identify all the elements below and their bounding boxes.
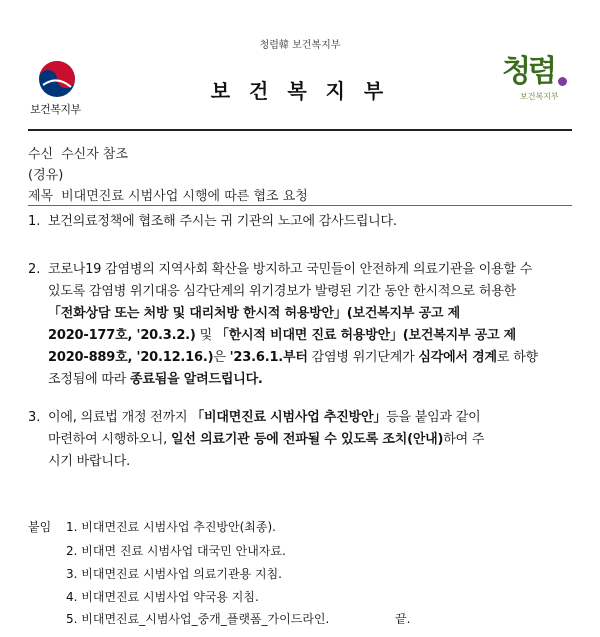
para3-line3: 시기 바랍니다. <box>48 454 131 469</box>
subject-divider <box>28 205 572 206</box>
attachment-item-4[interactable]: 4. 비대면진료 시범사업 약국용 지침. <box>66 590 259 604</box>
para2-line4: 2020-177호, '20.3.2.) 및 「한시적 비대면 진료 허용방안」(보건복지부 공고 제 <box>48 328 517 343</box>
dissemination-request: 일선 의료기관 등에 전파될 수 있도록 조치(안내) <box>171 432 444 447</box>
para1-number: 1. <box>28 214 41 229</box>
via-line: (경유) <box>28 168 64 183</box>
attachments-label: 붙임 <box>28 520 52 534</box>
para2-number: 2. <box>28 262 41 277</box>
para2-line3 <box>48 303 578 325</box>
notice-title-1: 「전화상담 또는 처방 및 대리처방 한시적 허용방안」(보건복지부 공고 제 <box>48 306 460 321</box>
attachment-item-1[interactable]: 1. 비대면진료 시범사업 추진방안(최종). <box>66 520 276 534</box>
para3-line1: 이에, 의료법 개정 전까지 「비대면진료 시범사업 추진방안」등을 붙임과 같이 <box>48 410 481 425</box>
termination-notice: 종료됨을 알려드립니다. <box>130 372 263 387</box>
attachment-item-5[interactable]: 5. 비대면진료_시범사업_중개_플랫폼_가이드라인. <box>66 612 330 626</box>
para2-line6: 조정됨에 따라 종료됨을 알려드립니다. <box>48 372 263 387</box>
para2-line1: 코로나19 감염병의 지역사회 확산을 방지하고 국민들이 안전하게 의료기관을 이용할 수 <box>48 262 533 277</box>
attachment-item-2[interactable]: 2. 비대면 진료 시범사업 대국민 안내자료. <box>66 544 286 558</box>
recipient-label: 수신 <box>28 147 54 162</box>
subject-line <box>28 185 316 204</box>
integrity-logo-text: 청렴 <box>502 54 554 89</box>
subject-label: 제목 <box>28 189 54 204</box>
header-motto: 청렴韓 보건복지부 <box>259 40 341 51</box>
para3-number: 3. <box>28 410 41 425</box>
para2-line2: 있도록 감염병 위기대응 심각단계의 위기경보가 발령된 기간 동안 한시적으로 허용한 <box>48 284 516 299</box>
para2-line5: 2020-889호, '20.12.16.)은 '23.6.1.부터 감염병 위기단계가 심각에서 경계로 하향 <box>48 350 538 365</box>
para3-text <box>48 407 578 473</box>
notice-title-2: 「한시적 비대면 진료 허용방안」(보건복지부 공고 제 <box>215 328 517 343</box>
plan-title: 「비대면진료 시범사업 추진방안」 <box>191 410 387 425</box>
para2-text <box>48 259 578 391</box>
recipient-value: 수신자 참조 <box>61 147 129 162</box>
integrity-logo-subtext: 보건복지부 <box>520 92 559 101</box>
para1-text: 보건의료정책에 협조해 주시는 귀 기관의 노고에 감사드립니다. <box>48 214 397 229</box>
end-mark: 끝. <box>395 612 411 626</box>
ministry-name: 보건복지부 <box>30 103 81 116</box>
subject-value: 비대면진료 시범사업 시행에 따른 협조 요청 <box>61 189 308 204</box>
recipient-line <box>28 143 136 162</box>
document-title: 보 건 복 지 부 <box>210 79 390 103</box>
logo-dot-icon <box>558 77 567 86</box>
header-divider <box>28 129 572 131</box>
attachment-item-3[interactable]: 3. 비대면진료 시범사업 의료기관용 지침. <box>66 567 282 581</box>
integrity-logo-icon <box>502 54 572 115</box>
para3-line2: 마련하여 시행하오니, 일선 의료기관 등에 전파될 수 있도록 조치(안내)하여 주 <box>48 432 485 447</box>
